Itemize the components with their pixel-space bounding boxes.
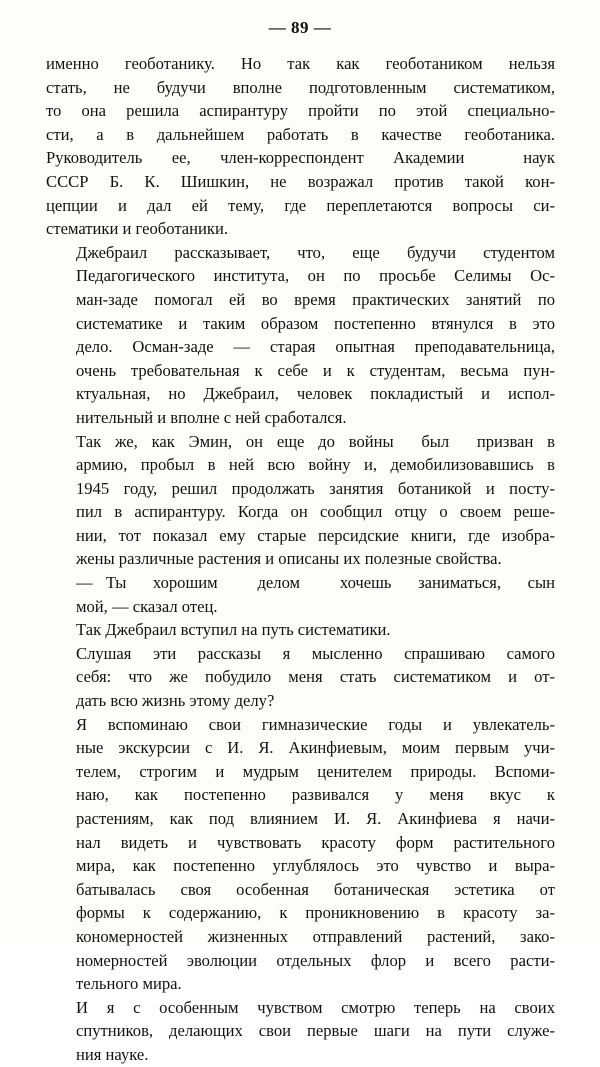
paragraph bbox=[46, 571, 555, 618]
text-line: И я с особенным чувством смотрю теперь на своих bbox=[76, 997, 555, 1017]
text-line: жены различные растения и описаны их полезные свойства. bbox=[76, 549, 502, 569]
text-line: армию, пробыл в ней всю войну и, демобилизовавшись в bbox=[76, 455, 555, 475]
text-line: нал видеть и чувствовать красоту форм растительного bbox=[76, 832, 555, 852]
text-line: Так же, как Эмин, он еще до войны был призван в bbox=[76, 431, 555, 451]
text-line: растениям, как под влиянием И. Я. Акинфиева я начи- bbox=[76, 809, 555, 828]
paragraph bbox=[46, 996, 555, 1067]
text-line: себя: что же побудило меня стать систематиком и от- bbox=[76, 667, 555, 687]
text-line: ния науке. bbox=[76, 1044, 149, 1064]
text-line: мой, — сказал отец. bbox=[76, 596, 218, 616]
text-line: Так Джебраил вступил на путь систематики. bbox=[76, 620, 391, 640]
text-line: стематики и геоботаники. bbox=[46, 219, 228, 239]
text-line: сти, а в дальнейшем работать в качестве геоботаника. bbox=[46, 124, 555, 144]
text-line: Руководитель ее, член-корреспондент Академии наук bbox=[46, 148, 555, 168]
text-line: то она решила аспирантуру пройти по этой специально- bbox=[46, 101, 555, 121]
text-line: спутников, делающих свои первые шаги на пути служе- bbox=[76, 1021, 555, 1041]
text-line: очень требовательная к себе и к студентам, весьма пун- bbox=[76, 360, 555, 380]
paragraph bbox=[46, 642, 555, 713]
text-line: нительный и вполне с ней сработался. bbox=[76, 407, 347, 427]
text-line: батывалась своя особенная ботаническая эстетика от bbox=[76, 879, 555, 899]
text-line: Слушая эти рассказы я мысленно спрашиваю самого bbox=[76, 643, 555, 663]
paragraph bbox=[46, 713, 555, 996]
text-line: — Ты хорошим делом хочешь заниматься, сын bbox=[76, 573, 555, 593]
text-line: номерностей эволюции отдельных флор и всего расти- bbox=[76, 950, 555, 970]
paragraph bbox=[46, 52, 555, 241]
text-line: цепции и дал ей тему, где переплетаются вопросы си- bbox=[46, 195, 555, 215]
text-line: Педагогического института, он по просьбе Селимы Ос- bbox=[76, 266, 555, 286]
text-line: мира, как постепенно углублялось это чувство и выра- bbox=[76, 856, 555, 876]
text-line: кономерностей жизненных отправлений растений, зако- bbox=[76, 926, 555, 946]
paragraph bbox=[46, 618, 555, 642]
text-line: телем, строгим и мудрым ценителем природы. Вспоми- bbox=[76, 761, 555, 781]
text-line: Джебраил рассказывает, что, еще будучи студентом bbox=[76, 242, 555, 262]
text-line: ные экскурсии с И. Я. Акинфиевым, моим первым учи- bbox=[76, 738, 555, 758]
text-line: ктуальная, но Джебраил, человек покладистый и испол- bbox=[76, 384, 555, 404]
paragraph bbox=[46, 430, 555, 572]
text-line: дело. Осман-заде — старая опытная преподавательница, bbox=[76, 337, 555, 357]
text-line: Я вспоминаю свои гимназические годы и увлекатель- bbox=[76, 714, 555, 734]
text-line: именно геоботанику. Но так как геоботаником нельзя bbox=[46, 54, 555, 73]
text-line: тельного мира. bbox=[76, 974, 182, 994]
text-line: СССР Б. К. Шишкин, не возражал против такой кон- bbox=[46, 171, 555, 191]
page-number: — 89 — bbox=[268, 18, 332, 37]
paragraph bbox=[46, 241, 555, 430]
text-line: ман-заде помогал ей во время практических занятий по bbox=[76, 289, 555, 309]
text-line: стать, не будучи вполне подготовленным систематиком, bbox=[46, 77, 555, 97]
text-line: пил в аспирантуру. Когда он сообщил отцу о своем реше- bbox=[76, 502, 555, 522]
text-line: дать всю жизнь этому делу? bbox=[76, 691, 275, 711]
text-line: формы к содержанию, к проникновению в красоту за- bbox=[76, 903, 555, 923]
text-line: наю, как постепенно развивался у меня вкус к bbox=[76, 785, 555, 805]
text-line: 1945 году, решил продолжать занятия ботаникой и посту- bbox=[76, 478, 555, 498]
text-line: систематике и таким образом постепенно втянулся в это bbox=[76, 313, 555, 333]
body-text-column bbox=[46, 52, 555, 1067]
text-line: нии, тот показал ему старые персидские книги, где изобра- bbox=[76, 525, 555, 545]
